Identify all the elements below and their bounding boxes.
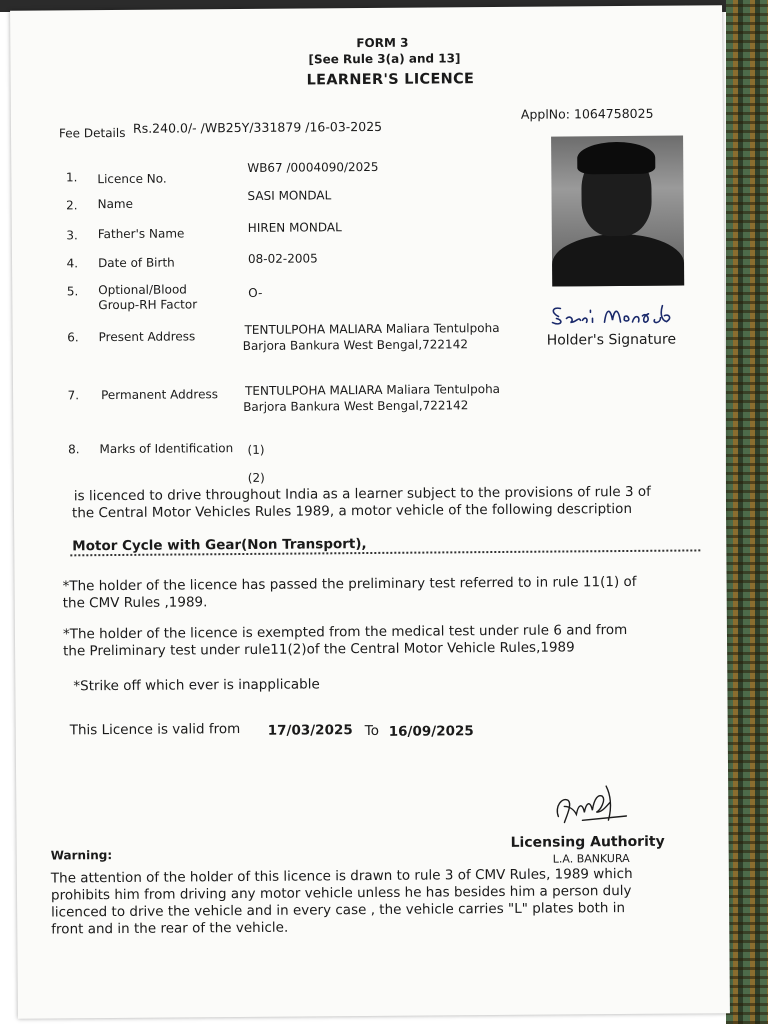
form-number: FORM 3 [356,35,409,51]
warning-line1: The attention of the holder of this licence is drawn to rule 3 of CMV Rules, 1989 which [50,865,633,887]
application-number: ApplNo: 1064758025 [520,105,654,122]
preliminary-test-line1: *The holder of the licence has passed the preliminary test referred to in rule 11(1) of [62,573,637,595]
date-of-birth-value: 08-02-2005 [247,251,318,266]
field-number: 2. [66,198,78,213]
vehicle-class: Motor Cycle with Gear(Non Transport), [72,536,367,555]
holder-photo [551,136,684,287]
licence-no-label: Licence No. [97,171,167,187]
identification-mark-2: (2) [247,470,265,485]
field-number: 1. [65,170,78,185]
medical-exemption-line2: the Preliminary test under rule11(2)of the Central Motor Vehicle Rules,1989 [63,639,575,660]
authority-signature-image [536,776,646,837]
fathers-name-value: HIREN MONDAL [247,220,342,235]
present-address-line2: Barjora Bankura West Bengal,722142 [242,337,468,353]
licensing-authority-title: Licensing Authority [510,833,665,851]
valid-from-date: 17/03/2025 [267,722,353,739]
rule-reference: [See Rule 3(a) and 13] [308,51,461,67]
field-number: 5. [66,284,79,299]
field-number: 7. [67,388,80,403]
strike-off-note: *Strike off which ever is inapplicable [73,676,320,695]
permanent-address-line1: TENTULPOHA MALIARA Maliara Tentulpoha [244,381,501,398]
permanent-address-line2: Barjora Bankura West Bengal,722142 [243,398,469,414]
permanent-address-label: Permanent Address [101,387,218,403]
present-address-label: Present Address [98,329,196,345]
present-address-line1: TENTULPOHA MALIARA Maliara Tentulpoha [244,320,500,337]
field-number: 3. [66,228,78,243]
warning-line3: licenced to drive the vehicle and in every case , the vehicle carries "L" plates both in [51,900,626,921]
valid-to-date: 16/09/2025 [388,723,474,740]
blood-group-label-line2: Group-RH Factor [98,297,198,313]
licence-provision-line1: is licenced to drive throughout India as a learner subject to the provisions of rule 3 of [73,483,651,505]
validity-to-word: To [364,722,380,740]
name-value: SASI MONDAL [247,188,332,203]
name-label: Name [97,196,134,212]
field-number: 6. [67,330,79,345]
fathers-name-label: Father's Name [97,226,185,242]
background-fabric-strip [726,0,768,1024]
blood-group-value: O- [248,285,263,300]
field-number: 4. [66,256,79,271]
identification-marks-label: Marks of Identification [99,441,234,457]
holder-signature-caption: Holder's Signature [546,331,677,349]
warning-line4: front and in the rear of the vehicle. [51,919,289,938]
field-number: 8. [67,442,80,457]
fee-details-label: Fee Details [58,125,126,141]
document-title: LEARNER'S LICENCE [306,71,475,89]
licence-document [10,5,730,1019]
validity-label: This Licence is valid from [69,721,241,739]
blood-group-label-line1: Optional/Blood [98,282,187,298]
date-of-birth-label: Date of Birth [97,255,175,271]
fee-details-value: Rs.240.0/- /WB25Y/331879 /16-03-2025 [132,118,383,136]
medical-exemption-line1: *The holder of the licence is exempted from the medical test under rule 6 and from [62,621,628,643]
identification-mark-1: (1) [247,442,265,457]
licensing-authority-place: L.A. BANKURA [552,851,630,866]
warning-label: Warning: [50,848,113,863]
preliminary-test-line2: the CMV Rules ,1989. [62,594,208,612]
warning-line2: prohibits him from driving any motor vehicle unless he has besides him a person duly [50,882,632,904]
licence-provision-line2: the Central Motor Vehicles Rules 1989, a motor vehicle of the following description [71,500,633,522]
licence-no-value: WB67 /0004090/2025 [247,159,379,175]
